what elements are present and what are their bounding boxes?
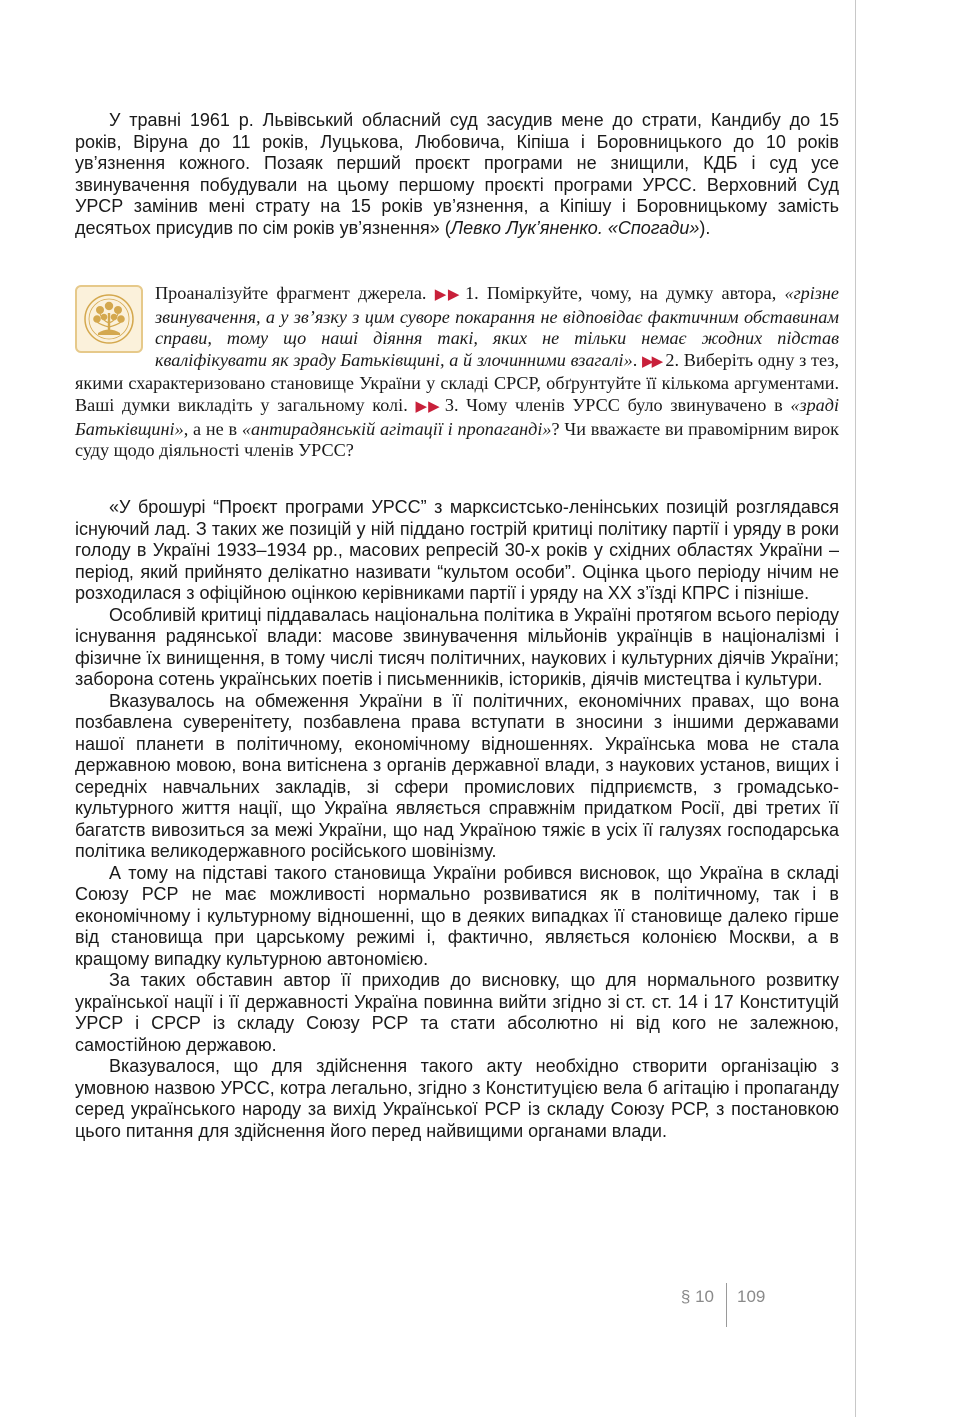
question-3-quote-2: «антирадянській агітації і пропаганді» <box>241 418 552 439</box>
quote-paragraph: Особливій критиці піддавалась національна політика в Україні протягом всього періоду існування радянської влади: масове звинувачення мільйонів українців в націоналізмі і фізичне їх винищення, в тому числі тисяч політичних, наукових і культурних діячів України; заборона сотень українських поетів і письменників, істориків, діячів мистецтва і культури. <box>75 604 839 689</box>
task-block <box>75 283 839 462</box>
quote-paragraph: За таких обставин автор її приходив до висновку, що для нормального розвитку української нації і її державності Україна повинна вийти згідно зі ст. ст. 14 і 17 Конституцій УРСР і СРСР із складу Союзу РСР та стати абсолютно ні від кого не залежною, самостійною державою. <box>75 970 839 1055</box>
quote-paragraph: Вказувалось на обмеження України в її політичних, економічних правах, що вона позбавлена суверенітету, позбавлена права вступати в зносини з іншими державами нашої планети в політичному, економічному відношеннях. Українська мова не стала державною мовою, вона витіснена з органів державної влади, з наукових установ, вищих і середніх навчальних закладів, зі сфери промислових підприємств, з громадсько-культурного життя нації, що Україна являється справжнім придатком Росії, дві третих її багатств вивозиться за межі України, що над Україною тяжіє в усіх її галузях господарська політика великодержавного російського шовінізму. <box>75 690 839 861</box>
arrow-icon: ▶▶ <box>415 398 441 415</box>
page-number: 109 <box>737 1287 766 1306</box>
source-quote <box>75 497 839 1142</box>
quote-paragraph: А тому на підставі такого становища України робився висновок, що Україна в складі Союзу РСР не має можливості нормально розвиватися як в політичному, так і в економічному і культурному відношенні, що в деяких випадках її становище далеко гірше від становища при царському режимі і, фактично, являється колонією Москви, а в кращому випадку культурною автономією. <box>75 862 839 969</box>
intro-body: У травні 1961 р. Львівський обласний суд засудив мене до страти, Кандибу до 15 років, Віруна до 11 років, Луцькова, Любовича, Кіпіша і Боровницького до 10 років ув’язнення кожного. Позаяк перший проєкт програми не знищили, КДБ і суд усе звинувачення побудували на цьому першому проєкті програми УРСС. Верховний Суд УРСР замінив мені страту на 15 років ув’язнення, а Кіпішу і Боровницькому замість десятьох присудив по сім років ув’язнення» ( <box>75 110 839 238</box>
footer-divider <box>726 1283 727 1327</box>
question-3-mid: , а не в <box>183 418 238 439</box>
question-3-quote-1: «зраді Батьківщині» <box>75 394 840 439</box>
question-3-end: ? Чи вважаєте ви правомірним вирок суду щодо діяльності членів УРСС? <box>75 418 839 461</box>
task-lead: Проаналізуйте фрагмент джерела. <box>155 283 427 303</box>
question-1-end: . <box>632 349 638 370</box>
tree-of-life-icon <box>75 285 143 353</box>
intro-source: Левко Лук’яненко. «Спогади» <box>450 217 700 238</box>
question-2: 2. Виберіть одну з тез, якими схарактеризовано становище України у складі СРСР, обґрунтуйте її кількома аргументами. Ваші думки викладіть у загальному колі. <box>75 349 840 415</box>
question-3: 3. Чому членів УРСС було звинувачено в <box>444 394 783 415</box>
intro-close: ). <box>699 217 711 238</box>
quote-paragraph: Вказувалося, що для здійснення такого акту необхідно створити організацію з умовною назвою УРСС, котра легально, згідно з Конституцією вела б агітацію і пропаганду серед українського народу за вихід Української РСР із складу Союзу РСР, з постановкою цього питання для здійснення його перед найвищими органами влади. <box>75 1056 839 1141</box>
page-footer <box>0 1283 963 1327</box>
section-number: § 10 <box>680 1287 714 1306</box>
quote-paragraph: «У брошурі “Проєкт програми УРСС” з марксистсько-ленінських позицій розглядався існуючий лад. З таких же позицій у ній піддано гострій критиці політику партії і уряду в роки голоду в Україні 1933–1934 рр., масових репресій 30-х років у східних областях України – період, який прийнято делікатно називати “культом особи”. Оцінка цього періоду нічим не розходилася з офіційною оцінкою керівниками партії і уряду на ХХ з’їзді КПРС і пізніше. <box>75 497 839 603</box>
page-margin-rule <box>855 0 856 1417</box>
arrow-icon: ▶▶ <box>641 353 662 370</box>
question-1: 1. Поміркуйте, чому, на думку автора, <box>465 283 777 303</box>
intro-text <box>75 110 839 239</box>
arrow-icon: ▶▶ <box>434 287 462 303</box>
question-1-quote: «грізне звинувачення, а у зв’язку з цим суворе покарання не відповідає фактичним обставинам справи, тому що наші діяння такі, яких не тільки немає жодних підстав кваліфікувати як зраду Батьківщині, а й злочинними взагалі» <box>155 283 839 370</box>
